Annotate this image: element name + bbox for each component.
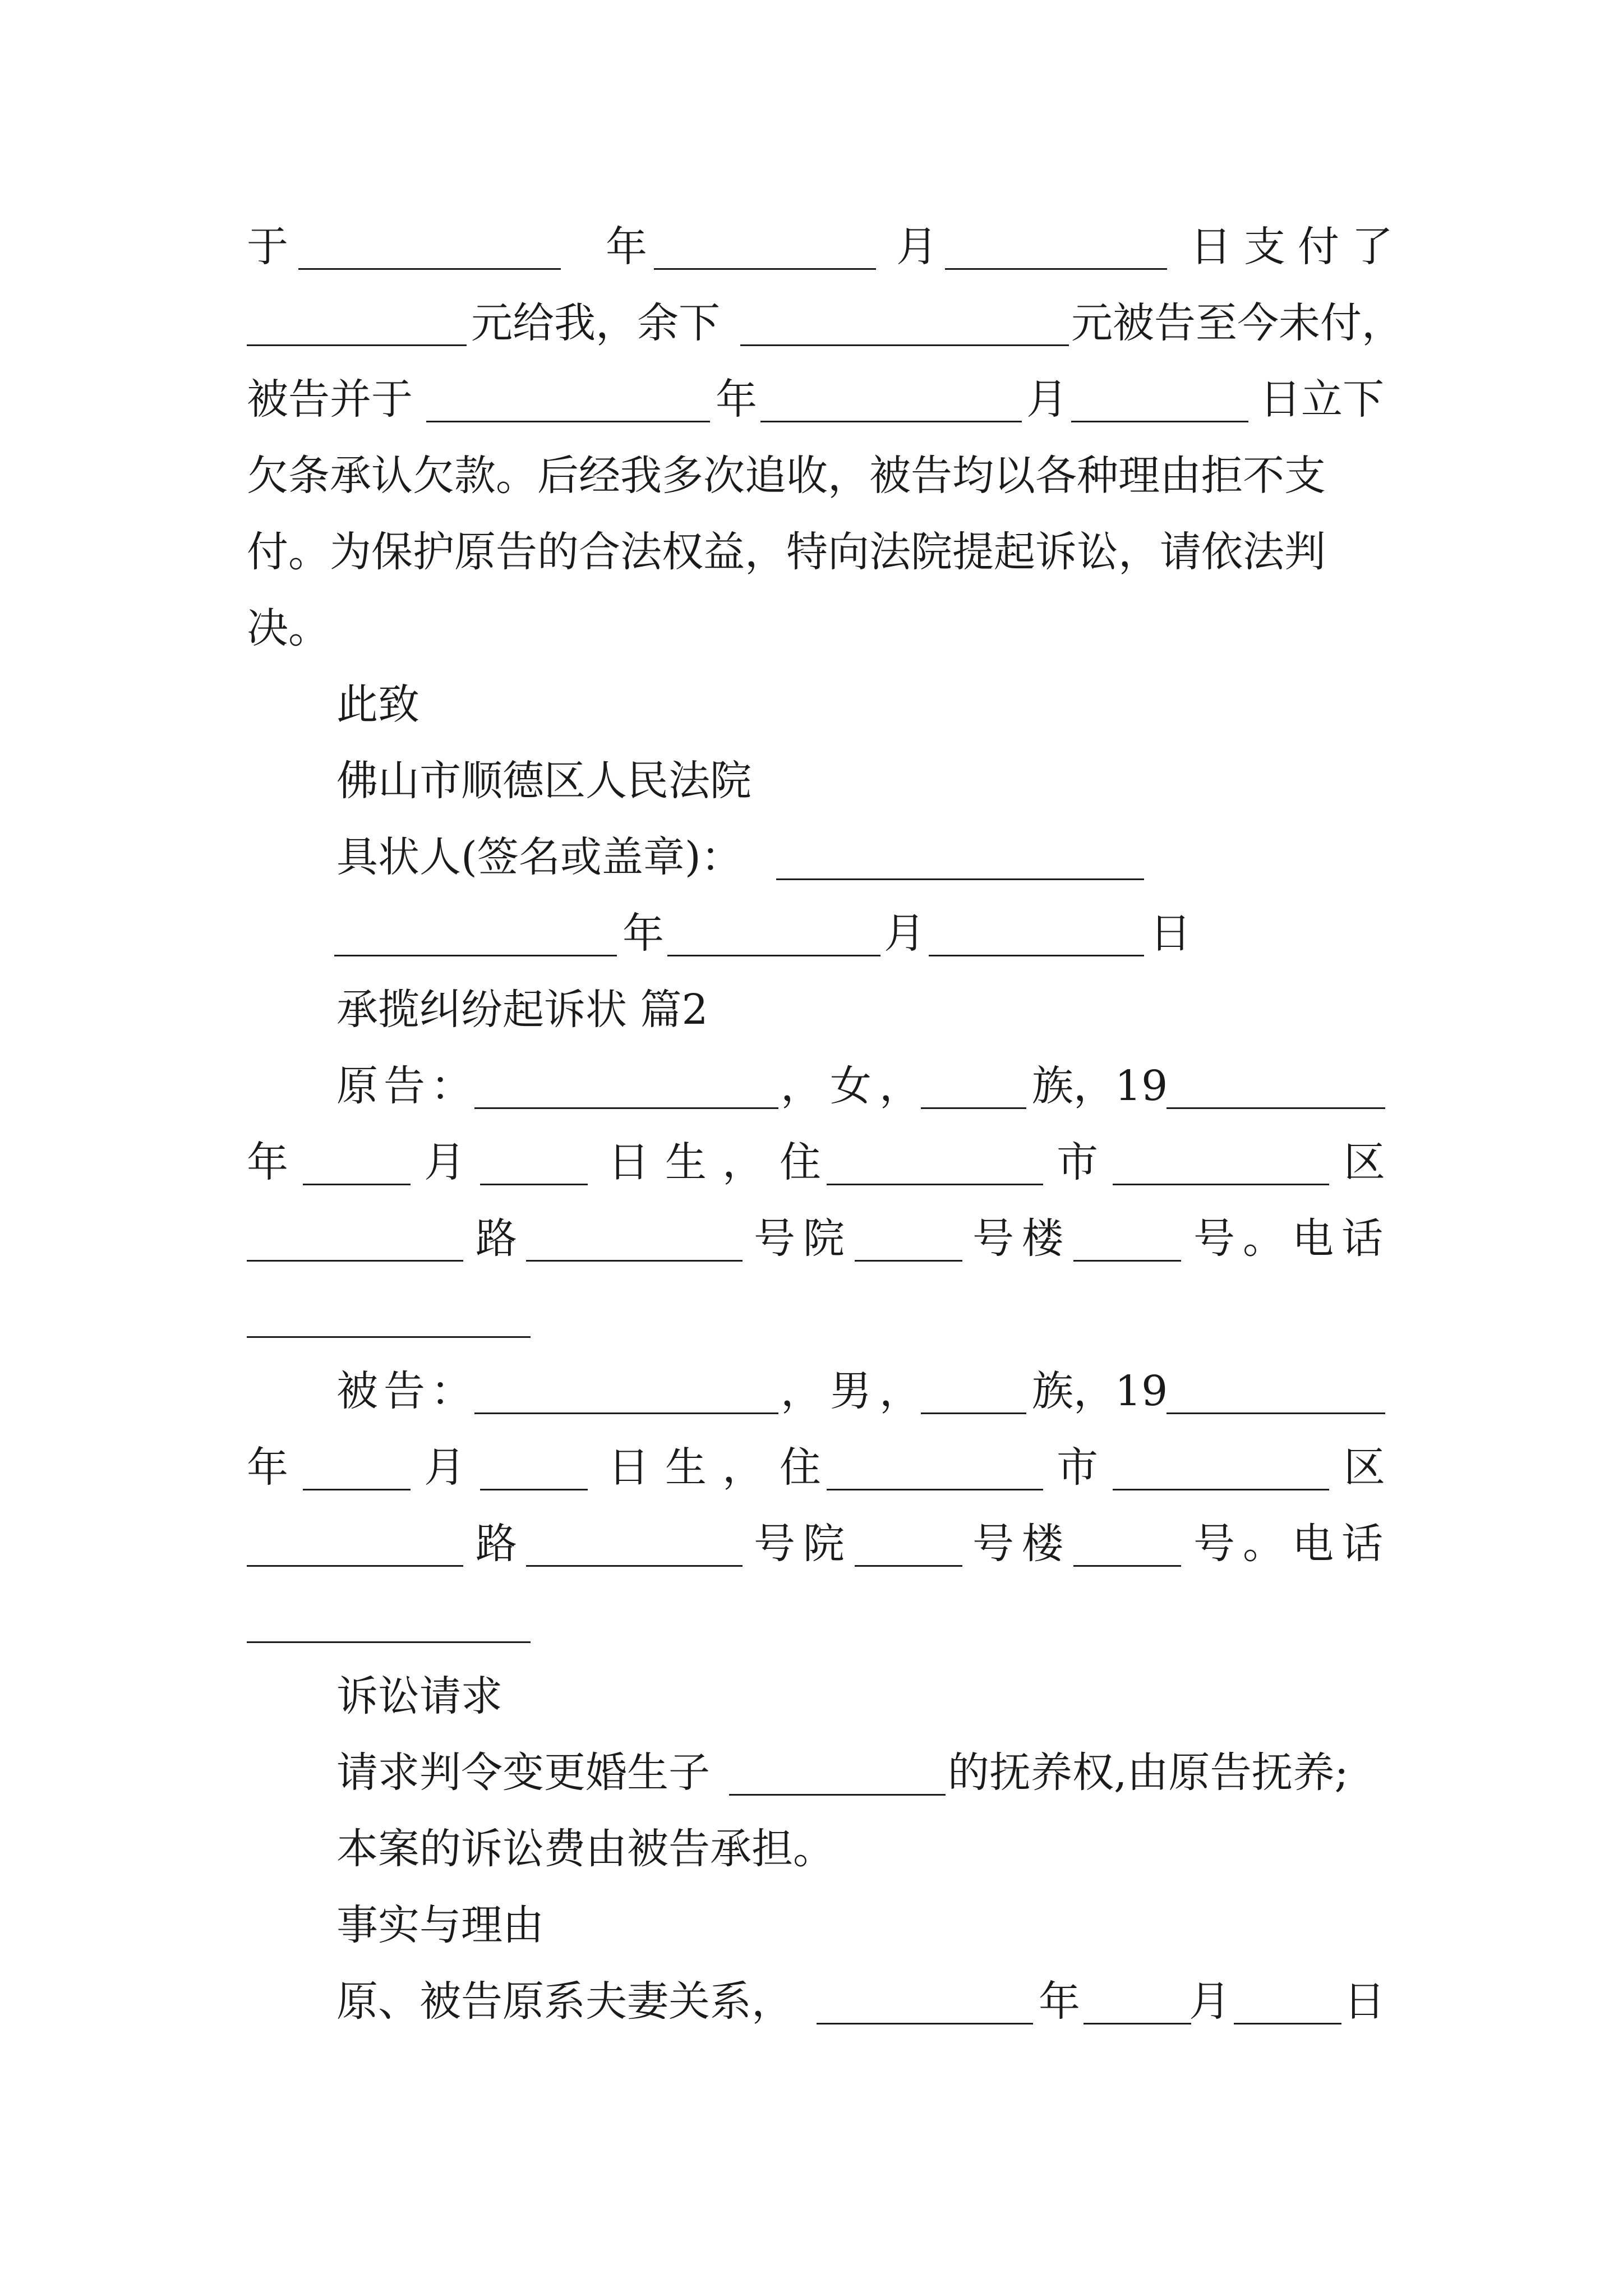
blank-field[interactable]: [480, 1184, 588, 1185]
text-fragment: 号院: [754, 1520, 852, 1568]
paragraph-text: 付。为保护原告的合法权益，特向法院提起诉讼，请依法判: [247, 528, 1326, 576]
blank-field[interactable]: [303, 1489, 411, 1490]
salutation-text: 此致: [336, 680, 419, 729]
text-fragment: 路: [476, 1520, 517, 1568]
blank-field[interactable]: [667, 955, 880, 956]
text-fragment: 月: [1189, 1977, 1230, 2026]
blank-field[interactable]: [1166, 1412, 1385, 1414]
text-fragment: 月: [884, 909, 925, 958]
text-fragment: 日: [1150, 909, 1191, 958]
blank-field[interactable]: [298, 268, 561, 270]
text-fragment: 年: [623, 909, 664, 958]
facts-line-1: [0, 1957, 1623, 2046]
text-fragment: 月: [424, 1443, 465, 1492]
blank-field[interactable]: [1113, 1184, 1329, 1185]
blank-field[interactable]: [827, 1489, 1043, 1490]
blank-field[interactable]: [480, 1489, 588, 1490]
blank-field[interactable]: [1083, 2023, 1191, 2024]
blank-field[interactable]: [855, 1565, 962, 1567]
text-fragment: 区: [1344, 1443, 1385, 1492]
text-fragment: 原、被告原系夫妻关系，: [336, 1977, 793, 2026]
text-fragment: 年: [606, 223, 647, 271]
text-fragment: 元给我，余下: [471, 299, 720, 347]
text-fragment: 年: [716, 375, 757, 424]
blank-field[interactable]: [740, 344, 1069, 346]
text-fragment: ，男，: [781, 1367, 929, 1415]
blank-field[interactable]: [855, 1260, 962, 1262]
section-title-text: 承揽纠纷起诉状 篇2: [336, 986, 708, 1034]
text-fragment: 号楼: [972, 1520, 1071, 1568]
signature-label: 具状人(签名或盖章)：: [336, 833, 743, 881]
text-fragment: 市: [1057, 1138, 1098, 1186]
text-fragment: 日: [1344, 1977, 1385, 2026]
blank-field[interactable]: [729, 1794, 946, 1796]
blank-field[interactable]: [1071, 421, 1248, 422]
blank-field[interactable]: [760, 421, 1022, 422]
text-fragment: 月: [1026, 375, 1068, 424]
blank-field[interactable]: [654, 268, 876, 270]
text-fragment: 于: [247, 223, 288, 271]
text-fragment: 年: [1039, 1977, 1080, 2026]
phone-field[interactable]: [247, 1641, 531, 1643]
text-fragment: 号楼: [972, 1214, 1071, 1263]
court-name-text: 佛山市顺德区人民法院: [336, 757, 751, 805]
text-fragment: 族，19: [1032, 1367, 1168, 1415]
blank-field[interactable]: [1073, 1260, 1181, 1262]
blank-field[interactable]: [526, 1565, 743, 1567]
text-fragment: 日支付了: [1190, 223, 1405, 271]
text-fragment: 路: [476, 1214, 517, 1263]
blank-field[interactable]: [474, 1412, 778, 1414]
blank-field[interactable]: [474, 1107, 778, 1109]
paragraph-text: 欠条承认欠款。后经我多次追收，被告均以各种理由拒不支: [247, 452, 1326, 500]
blank-field[interactable]: [426, 421, 710, 422]
paragraph-text: 决。: [247, 604, 330, 652]
text-fragment: 日立下: [1260, 375, 1384, 424]
claims-text: 本案的诉讼费由被告承担。: [336, 1825, 834, 1873]
text-fragment: 原告：: [336, 1062, 478, 1110]
blank-field[interactable]: [1113, 1489, 1329, 1490]
text-fragment: 年: [247, 1138, 288, 1186]
blank-field[interactable]: [929, 955, 1144, 956]
text-fragment: 请求判令变更婚生子: [336, 1749, 710, 1797]
text-fragment: 市: [1057, 1443, 1098, 1492]
blank-field[interactable]: [247, 1260, 463, 1262]
text-fragment: 年: [247, 1443, 288, 1492]
blank-field[interactable]: [1234, 2023, 1341, 2024]
text-fragment: 号院: [754, 1214, 852, 1263]
text-fragment: 族，19: [1032, 1062, 1168, 1110]
phone-field[interactable]: [247, 1336, 531, 1338]
text-fragment: 号。电话: [1193, 1214, 1391, 1263]
blank-field[interactable]: [334, 955, 617, 956]
text-fragment: 月: [424, 1138, 465, 1186]
blank-field[interactable]: [303, 1184, 411, 1185]
blank-field[interactable]: [247, 1565, 463, 1567]
text-fragment: 被告：: [336, 1367, 478, 1415]
blank-field[interactable]: [526, 1260, 743, 1262]
blank-field[interactable]: [921, 1107, 1026, 1109]
text-fragment: 的抚养权,由原告抚养;: [948, 1749, 1349, 1797]
blank-field[interactable]: [1166, 1107, 1385, 1109]
blank-field[interactable]: [921, 1412, 1026, 1414]
text-fragment: 日生，住: [608, 1138, 837, 1186]
text-fragment: 号。电话: [1193, 1520, 1391, 1568]
text-fragment: ，女，: [781, 1062, 929, 1110]
text-fragment: 日生，住: [608, 1443, 837, 1492]
text-fragment: 被告并于: [247, 375, 413, 424]
text-fragment: 区: [1344, 1138, 1385, 1186]
blank-field[interactable]: [817, 2023, 1033, 2024]
text-fragment: 月: [896, 223, 938, 271]
blank-field[interactable]: [827, 1184, 1043, 1185]
claims-heading-text: 诉讼请求: [336, 1672, 502, 1720]
signature-field[interactable]: [776, 878, 1144, 880]
text-fragment: 元被告至今未付，: [1071, 299, 1403, 347]
blank-field[interactable]: [1073, 1565, 1181, 1567]
blank-field[interactable]: [247, 344, 467, 346]
facts-heading-text: 事实与理由: [336, 1901, 544, 1949]
blank-field[interactable]: [945, 268, 1167, 270]
